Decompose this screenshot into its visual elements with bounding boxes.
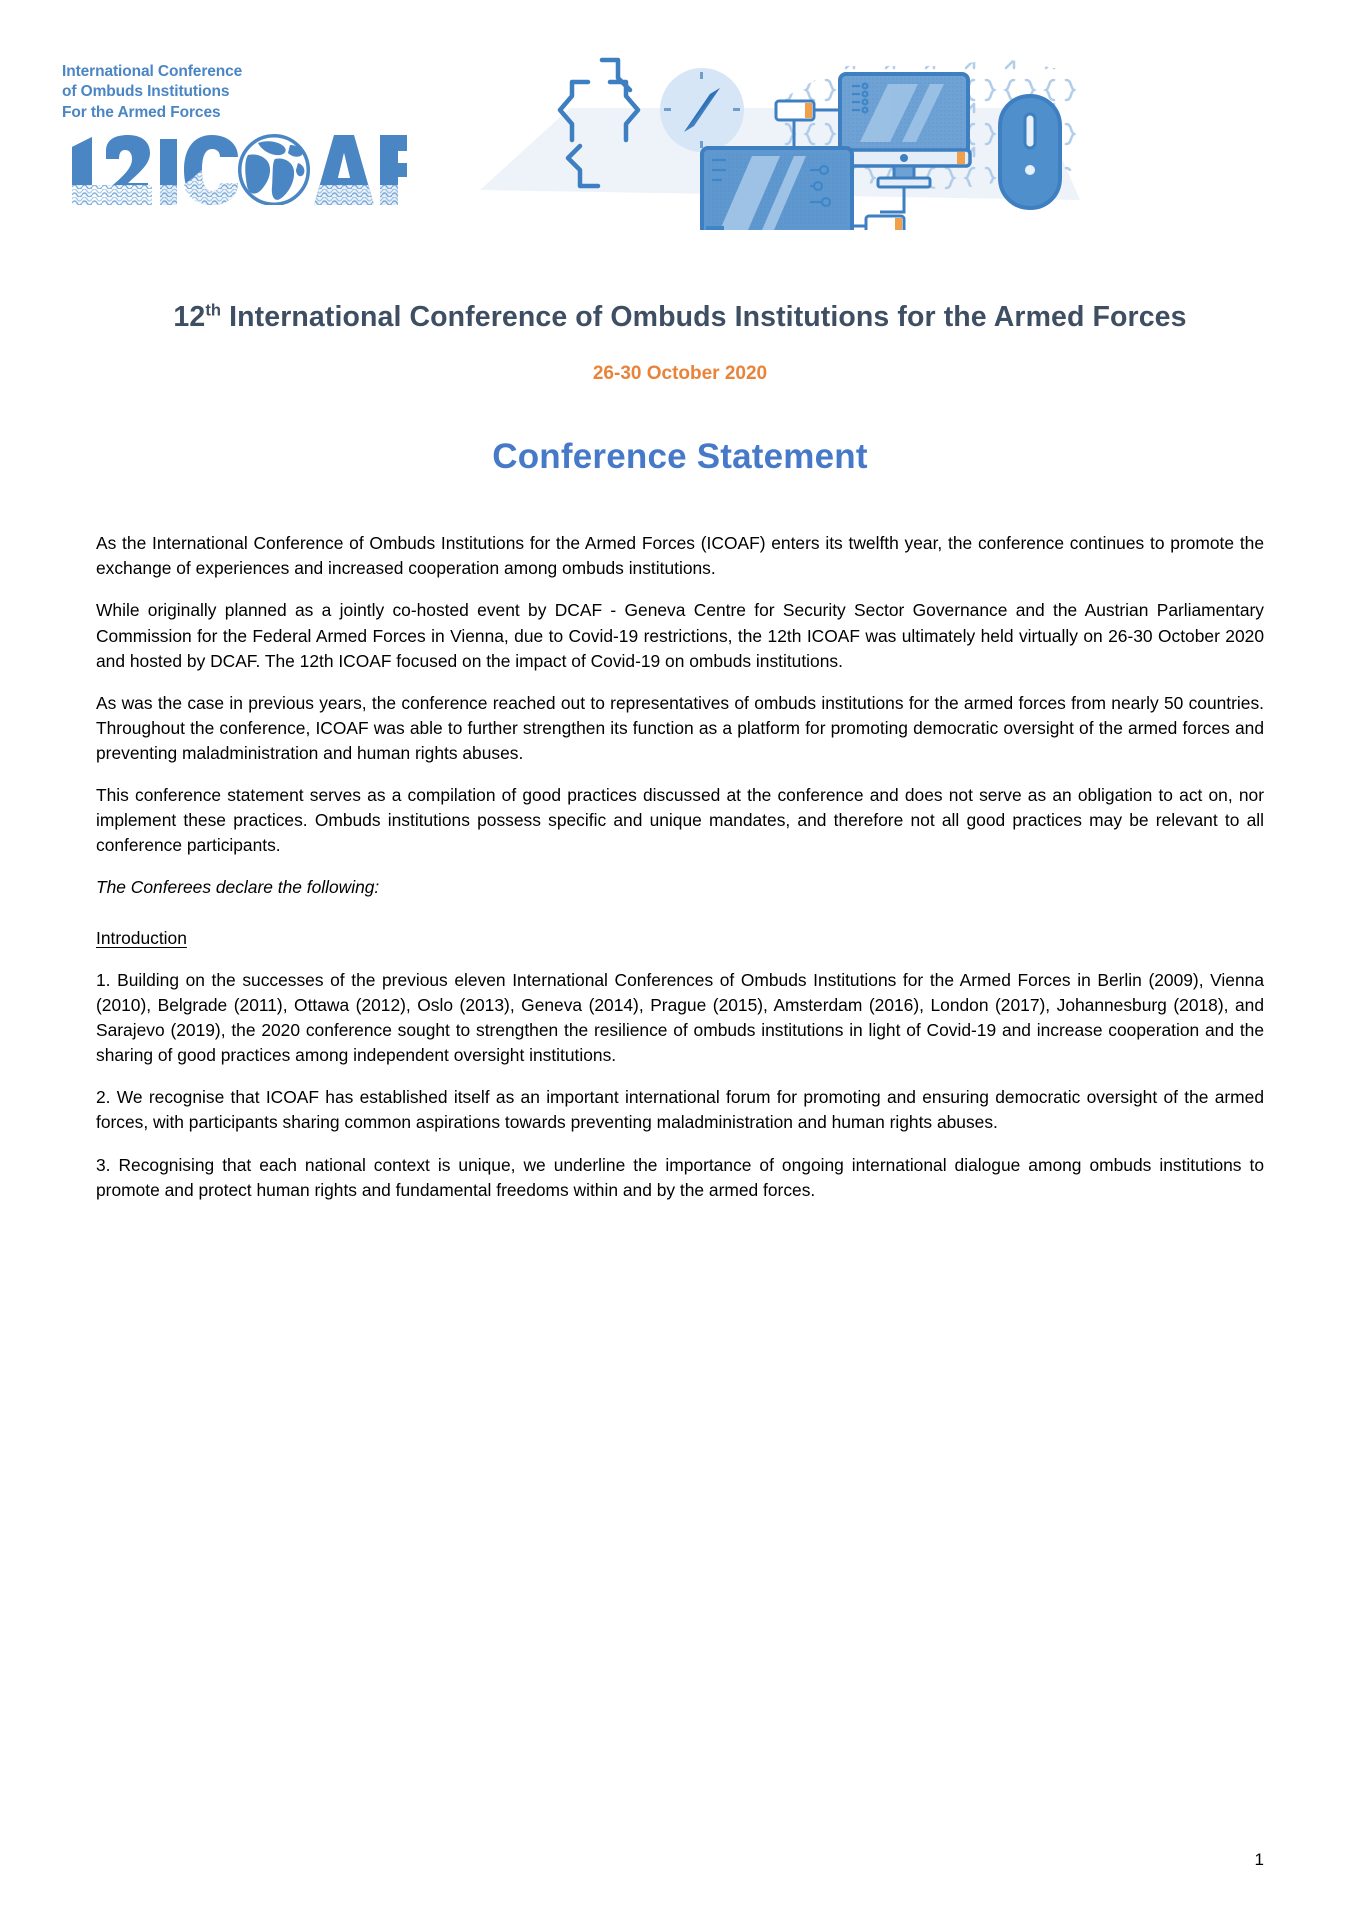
computer-mouse-icon [1000, 96, 1060, 208]
paragraph-2: While originally planned as a jointly co-hosted event by DCAF - Geneva Centre for Security Sector Governance and the Austrian Parliamentary Commission for the Federal Armed Forces in Vienna, due to Covid-19 restrictions, the 12th ICOAF was ultimately held virtually on 26-30 October 2020 and hosted by DCAF. The 12th ICOAF focused on the impact of Covid-19 on ombuds institutions. [96, 600, 1264, 671]
conference-date: 26-30 October 2020 [592, 363, 768, 385]
title-ordinal: 12 [173, 301, 206, 333]
icoaf-logo [62, 62, 462, 210]
logo-tagline-line-3: For the Armed Forces [62, 103, 221, 121]
logo-tagline-line-1: International Conference [62, 63, 243, 80]
body-text [96, 531, 1264, 1202]
logo-tagline-line-2: of Ombuds Institutions [62, 83, 230, 101]
page-title [96, 298, 1264, 337]
numbered-paragraph-3: 3. Recognising that each national context is unique, we underline the importance of ongoing international dialogue among ombuds institutions to promote and protect human rights and fundamental freedoms within and by the armed forces. [96, 1154, 1264, 1200]
paragraph-4: This conference statement serves as a compilation of good practices discussed at the conference and does not serve as an obligation to act on, nor implement these practices. Ombuds institutions possess specific and unique mandates, and therefore not all good practices may be relevant to all conference participants. [96, 784, 1264, 855]
section-heading-label: Introduction [96, 928, 187, 949]
network-node-box-2 [866, 216, 904, 230]
code-braces-icon-2 [602, 60, 630, 90]
compass-icon [660, 68, 744, 152]
logo-wordmark [62, 133, 462, 210]
section-heading-introduction [96, 926, 1264, 951]
title-ordinal-suffix: th [205, 300, 222, 320]
numbered-paragraph-2: 2. We recognise that ICOAF has established itself as an important international forum for promoting and ensuring democratic oversight of the armed forces, with participants sharing common aspirations towards preventing maladministration and human rights abuses. [96, 1087, 1264, 1133]
paragraph-3: As was the case in previous years, the conference reached out to representatives of ombuds institutions for the armed forces from nearly 50 countries. Throughout the conference, ICOAF was able to further strengthen its function as a platform for promoting democratic oversight of the armed forces and preventing maladministration and human rights abuses. [96, 692, 1264, 763]
paragraph-1: As the International Conference of Ombuds Institutions for the Armed Forces (ICOAF) enters its twelfth year, the conference continues to promote the exchange of experiences and increased cooperation among ombuds institutions. [96, 533, 1264, 579]
page-footer [0, 1830, 1360, 1870]
title-rest: International Conference of Ombuds Institutions for the Armed Forces [221, 301, 1187, 333]
document-header [0, 0, 1360, 240]
numbered-paragraph-1: 1. Building on the successes of the previous eleven International Conferences of Ombuds Institutions for the Armed Forces in Berlin (2009), Vienna (2010), Belgrade (2011), Ottawa (2012), Oslo (2013), Geneva (2014), Prague (2015), Amsterdam (2016), London (2017), Johannesburg (2018), and Sarajevo (2019), the 2020 conference sought to strengthen the resilience of ombuds institutions in light of Covid-19 and increase cooperation and the sharing of good practices among independent oversight institutions. [96, 970, 1264, 1066]
logo-tagline [62, 62, 462, 123]
declaration-line: The Conferees declare the following: [96, 877, 380, 898]
document-heading: Conference Statement [492, 437, 868, 477]
page-content [0, 298, 1360, 1203]
page-number: 1 [1254, 1850, 1264, 1869]
header-illustration [480, 30, 1080, 230]
laptop-screen-icon [702, 148, 852, 230]
